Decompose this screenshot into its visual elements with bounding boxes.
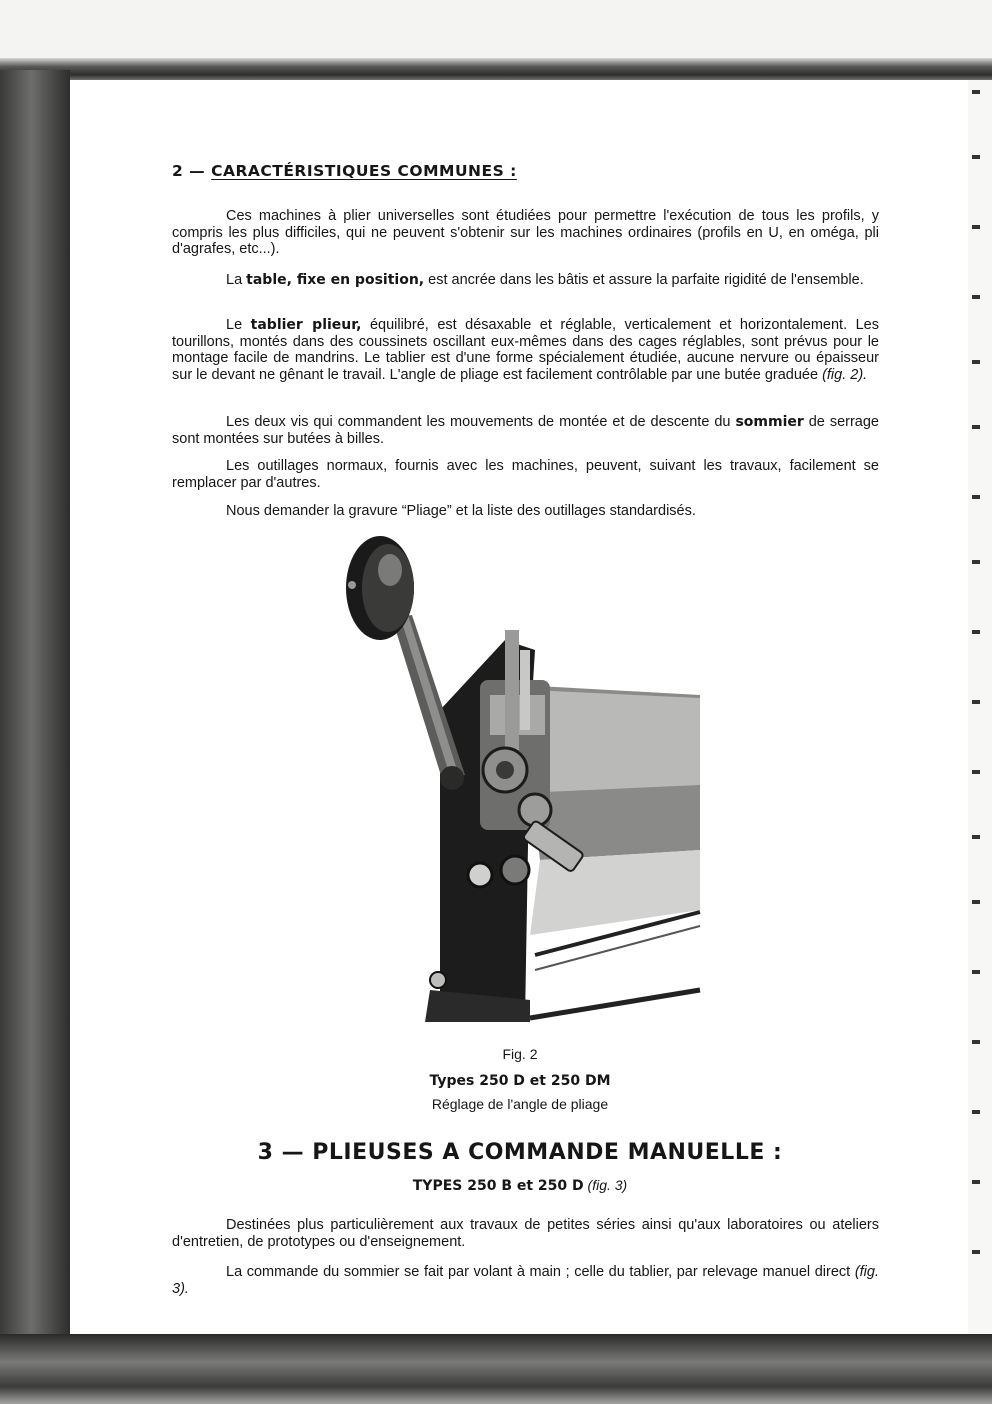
section-2-heading [172, 162, 517, 180]
paragraph-2-bold: table, fixe en position, [246, 272, 425, 288]
paragraph-5: Les outillages normaux, fournis avec les machines, peuvent, suivant les travaux, facilement se remplacer par d'autres. [172, 458, 879, 491]
scan-edge-marks [968, 80, 992, 1336]
machine-photo [330, 530, 710, 1030]
section-3-subtitle-types: TYPES 250 B et 250 D [412, 1178, 584, 1194]
section-2-number: 2 — [172, 162, 206, 180]
section-3-paragraph-1: Destinées plus particulièrement aux travaux de petites séries ainsi qu'aux laboratoires ou ateliers d'entretien, de prototypes ou d'enseignement. [172, 1217, 879, 1250]
section-3-paragraph-2: La commande du sommier se fait par volant à main ; celle du tablier, par relevage manuel direct (fig. 3). [172, 1264, 879, 1297]
paragraph-6: Nous demander la gravure “Pliage” et la liste des outillages standardisés. [226, 503, 696, 519]
figure-description: Réglage de l'angle de pliage [431, 1096, 609, 1112]
paragraph-4: Les deux vis qui commandent les mouvements de montée et de descente du sommier de serrage sont montées sur butées à billes. [172, 414, 879, 447]
paragraph-3-fig-ref: (fig. 2). [822, 366, 868, 383]
paragraph-1: Ces machines à plier universelles sont étudiées pour permettre l'exécution de tous les profils, y compris les plus difficiles, qui ne peuvent s'obtenir sur les machines ordinaires (profils en U, en oméga, pli d'agrafes, etc...). [172, 208, 879, 257]
paragraph-3: Le tablier plieur, équilibré, est désaxable et réglable, verticalement et horizontalement. Les tourillons, montés dans des coussinets oscillant eux-mêmes dans des cages réglables, sont prévus pour le montage facile de mandrins. Le tablier est d'une forme spécialement étudiée, aucune nervure ou épaisseur sur le devant ne gênant le travail. L'angle de pliage est facilement contrôlable par une butée graduée (fig. 2). [172, 317, 879, 383]
scan-border-bottom [0, 1334, 992, 1404]
scan-border-top [0, 58, 992, 82]
figure-label: Fig. 2 [502, 1046, 538, 1062]
paragraph-3-bold: tablier plieur, [250, 317, 362, 333]
section-3-subtitle [150, 1177, 890, 1194]
paragraph-4-bold: sommier [735, 414, 804, 430]
paragraph-2: La table, fixe en position, est ancrée dans les bâtis et assure la parfaite rigidité de l'ensemble. [226, 272, 864, 288]
section-3-subtitle-ref: (fig. 3) [587, 1177, 628, 1193]
section-3-heading: 3 — PLIEUSES A COMMANDE MANUELLE : [257, 1140, 783, 1165]
scan-border-left [0, 70, 70, 1400]
section-3-paragraph-2-ref: (fig. 3). [172, 1264, 879, 1297]
section-2-title: CARACTÉRISTIQUES COMMUNES : [211, 162, 517, 180]
figure-types: Types 250 D et 250 DM [429, 1073, 611, 1089]
